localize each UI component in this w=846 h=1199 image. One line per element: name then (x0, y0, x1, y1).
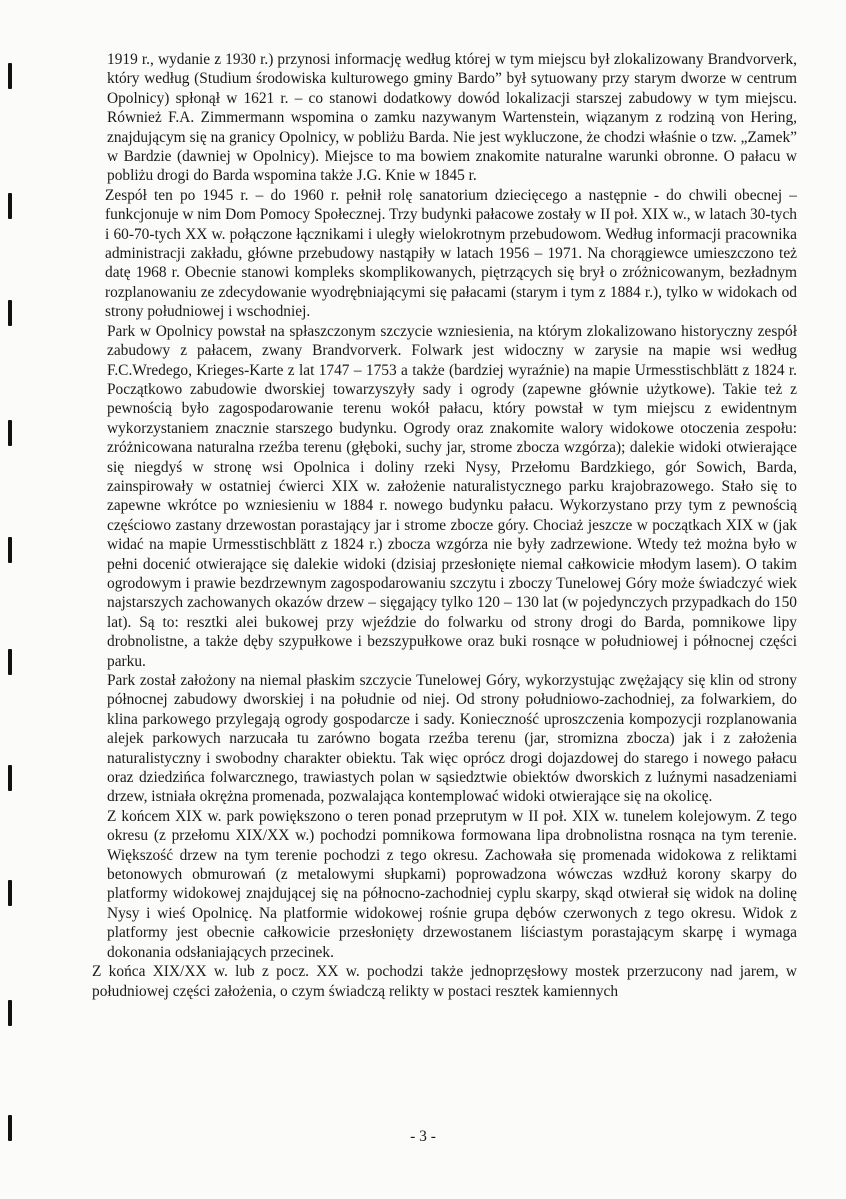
binding-hole-mark (8, 1000, 12, 1026)
binding-hole-mark (8, 880, 12, 906)
binding-hole-mark (8, 649, 12, 675)
paragraph: 1919 r., wydanie z 1930 r.) przynosi informację według której w tym miejscu był zlokalizowany Brandvorverk, który według (Studium środowiska kulturowego gminy Bardo” był sytuowany przy starym dworze w centrum Opolnicy) spłonął w 1621 r. – co stanowi dodatkowy dowód lokalizacji starszej zabudowy w tym miejscu. Również F.A. Zimmermann wspomina o zamku nazywanym Wartenstein, wiązanym z rodziną von Hering, znajdującym się na granicy Opolnicy, w pobliżu Barda. Nie jest wykluczone, że chodzi właśnie o tzw. „Zamek” w Bardzie (dawniej w Opolnicy). Miejsce to ma bowiem znakomite naturalne warunki obronne. O pałacu w pobliżu drogi do Barda wspomina także J.G. Knie w 1845 r. (107, 51, 797, 185)
body-text (92, 50, 797, 1001)
binding-hole-mark (8, 765, 12, 791)
paragraph: Park w Opolnicy powstał na spłaszczonym szczycie wzniesienia, na którym zlokalizowano historyczny zespół zabudowy z pałacem, zwany Brandvorverk. Folwark jest widoczny w zarysie na mapie wsi według F.C.Wredego, Krieges-Karte z lat 1747 – 1753 a także (bardziej wyraźnie) na mapie Urmesstischblätt z 1824 r. Początkowo zabudowie dworskiej towarzyszyły sady i ogrody (zapewne głównie użytkowe). Takie też z pewnością było zagospodarowanie terenu wokół pałacu, który powstał w tym miejscu z ewidentnym wykorzystaniem znacznie starszego budynku. Ogrody oraz znakomite walory widokowe otoczenia zespołu: zróżnicowana naturalna rzeźba terenu (głęboki, suchy jar, strome zbocza wzgórza); dalekie widoki otwierające się niegdyś w stronę wsi Opolnica i doliny rzeki Nysy, Przełomu Bardzkiego, gór Sowich, Barda, zainspirowały w ostatniej ćwierci XIX w. założenie naturalistycznego parku krajobrazowego. Stało się to zapewne wkrótce po wzniesieniu w 1884 r. nowego budynku pałacu. Wykorzystano przy tym z pewnością częściowo zastany drzewostan porastający jar i strome zbocze góry. Chociaż jeszcze w początkach XIX w (jak widać na mapie Urmesstischblätt z 1824 r.) zbocza wzgórza nie były zadrzewione. Wtedy też można było w pełni docenić otwierające się dalekie widoki (dzisiaj przesłonięte niemal całkowicie młodym lasem). O takim ogrodowym i prawie bezdrzewnym zagospodarowaniu szczytu i zboczy Tunelowej Góry może świadczyć wiek najstarszych zachowanych okazów drzew – sięgający tylko 120 – 130 lat (w pojedynczych przypadkach do 150 lat). Są to: resztki alei bukowej przy wjeździe do folwarku od strony drogi do Barda, pomnikowe lipy drobnolistne, a także dęby szypułkowe i bezszypułkowe oraz buki rosnące w południowej i północnej części parku. (107, 322, 797, 670)
binding-hole-mark (8, 300, 12, 326)
page-number: - 3 - (410, 1128, 436, 1145)
paragraph: Park został założony na niemal płaskim szczycie Tunelowej Góry, wykorzystując zwężający się klin od strony północnej zabudowy dworskiej i na południe od niej. Od strony południowo-zachodniej, za folwarkiem, do klina parkowego przylegają ogrody gospodarcze i sady. Konieczność uproszczenia kompozycji rozplanowania alejek parkowych narzucała tu zarówno bogata rzeźba terenu (jar, stromizna zbocza) jak i z założenia naturalistyczny i swobodny charakter obiektu. Tak więc oprócz drogi dojazdowej do starego i nowego pałacu oraz dziedzińca folwarcznego, trawiastych polan w sąsiedztwie obiektów dworskich z luźnymi nasadzeniami drzew, istniała okrężna promenada, pozwalająca kontemplować widoki otwierające się na okolicę. (107, 672, 797, 806)
binding-hole-mark (8, 63, 12, 89)
paragraph: Z końca XIX/XX w. lub z pocz. XX w. pochodzi także jednoprzęsłowy mostek przerzucony nad jarem, w południowej części założenia, o czym świadczą relikty w postaci resztek kamiennych (92, 963, 797, 1000)
binding-hole-mark (8, 193, 12, 219)
paragraph: Zespół ten po 1945 r. – do 1960 r. pełnił rolę sanatorium dziecięcego a następnie - do chwili obecnej – funkcjonuje w nim Dom Pomocy Społecznej. Trzy budynki pałacowe zostały w II poł. XIX w., w latach 30-tych i 60-70-tych XX w. połączone łącznikami i uległy wielokrotnym przebudowom. Według informacji pracownika administracji zakładu, główne przebudowy nastąpiły w latach 1956 – 1971. Na chorągiewce umieszczono też datę 1968 r. Obecnie stanowi kompleks skomplikowanych, piętrzących się brył o zróżnicowanym, bezładnym rozplanowaniu ze zdecydowanie wyodrębniającymi się pałacami (starym i tym z 1884 r.), tylko w widokach od strony południowej i wschodniej. (105, 186, 797, 321)
binding-hole-mark (8, 537, 12, 563)
paragraph: Z końcem XIX w. park powiększono o teren ponad przeprutym w II poł. XIX w. tunelem kolejowym. Z tego okresu (z przełomu XIX/XX w.) pochodzi pomnikowa formowana lipa drobnolistna rosnąca na tym terenie. Większość drzew na tym terenie pochodzi z tego okresu. Zachowała się promenada widokowa z reliktami betonowych obmurowań (z metalowymi słupkami) poprowadzona wówczas wzdłuż korony skarpy do platformy widokowej znajdującej się na północno-zachodniej cyplu skarpy, skąd otwierał się widok na dolinę Nysy i wieś Opolnicę. Na platformie widokowej rośnie grupa dębów czerwonych z tego okresu. Widok z platformy jest obecnie całkowicie przesłonięty drzewostanem liściastym porastającym skarpę i wymaga dokonania odsłaniających przecinek. (107, 807, 797, 961)
binding-hole-mark (8, 420, 12, 446)
